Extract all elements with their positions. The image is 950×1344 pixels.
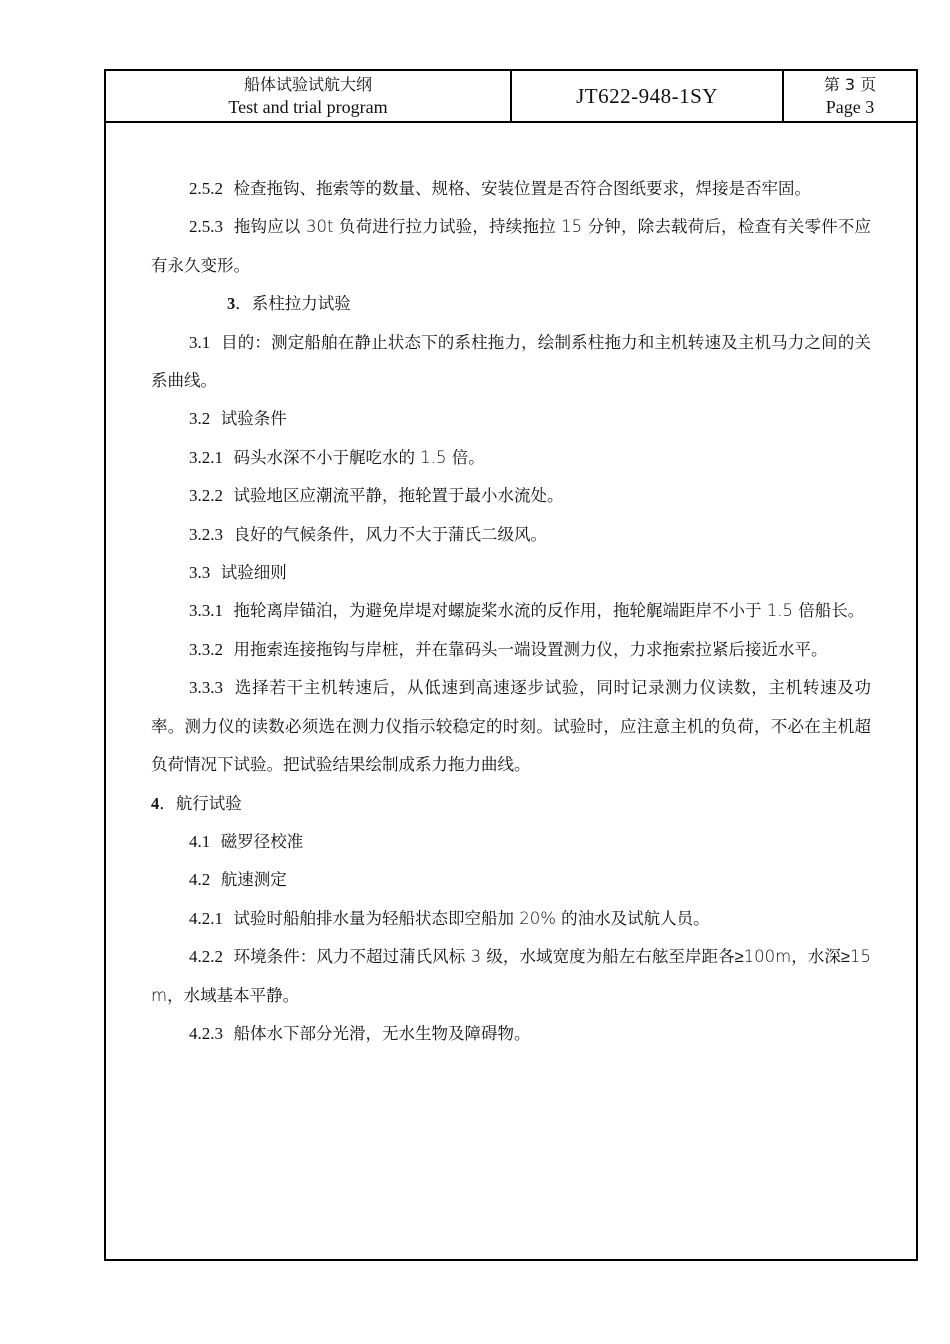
paragraph-text: 船体水下部分光滑，无水生物及障碍物。 [233,1023,531,1043]
paragraph-text: 拖轮离岸锚泊，为避免岸堤对螺旋桨水流的反作用，拖轮艉端距岸不小于 1.5 倍船长。 [233,601,865,621]
section-number: 3.3.1 [189,601,223,621]
paragraph-text: 环境条件：风力不超过蒲氏风标 3 级，水域宽度为船左右舷至岸距各≥100m，水深≥15m，水域基本平静。 [151,947,871,1005]
paragraph-3-2-3 [151,516,871,554]
paragraph-4-2-3 [151,1015,871,1053]
section-number: 3.2.3 [189,524,223,544]
section-number: 4.2.1 [189,908,223,928]
paragraph-text: 航速测定 [220,870,287,890]
header-code-cell [512,71,784,121]
paragraph-text: 试验时船舶排水量为轻船状态即空船加 20% 的油水及试航人员。 [233,908,710,928]
header-title-cn: 船体试验试航大纲 [243,75,372,94]
paragraph-text: 试验细则 [220,563,287,583]
paragraph-text: 码头水深不小于艉吃水的 1.5 倍。 [233,447,485,467]
section-number: 2.5.3 [189,217,223,237]
document-code: JT622-948-1SY [576,83,718,108]
paragraph-3-3-1 [151,592,871,630]
paragraph-3-3 [151,554,871,592]
paragraph-4-1 [151,823,871,861]
paragraph-2-5-3 [151,208,871,285]
section-number: 3.2 [189,409,211,429]
heading-text: ．航行试验 [159,793,242,813]
paragraph-text: 目的：测定船舶在静止状态下的系柱拖力，绘制系柱拖力和主机转速及主机马力之间的关系曲线。 [151,332,871,391]
paragraph-4-2-2 [151,938,871,1015]
paragraph-text: 用拖索连接拖钩与岸桩，并在靠码头一端设置测力仪，力求拖索拉紧后接近水平。 [233,639,828,659]
section-number: 2.5.2 [189,179,223,198]
paragraph-3-3-3 [151,669,871,784]
section-number: 4.2.3 [189,1023,223,1043]
document-body [151,170,871,1053]
section-number: 3.3 [189,563,211,583]
section-number: 3.2.2 [189,486,223,506]
section-number: 3.3.2 [189,639,223,659]
paragraph-3-3-2 [151,631,871,669]
section-number: 4.2 [189,870,211,890]
header-page-cell [784,71,916,121]
paragraph-text: 检查拖钩、拖索等的数量、规格、安装位置是否符合图纸要求，焊接是否牢固。 [233,179,811,198]
paragraph-3-1 [151,324,871,401]
paragraph-4-2 [151,861,871,899]
header-title-cell [106,71,512,121]
paragraph-text: 试验地区应潮流平静，拖轮置于最小水流处。 [233,486,564,506]
paragraph-text: 选择若干主机转速后，从低速到高速逐步试验，同时记录测力仪读数，主机转速及功率。测力仪的读数必须选在测力仪指示较稳定的时刻。试验时，应注意主机的负荷，不必在主机超负荷情况下试验。把试验结果绘制成系力拖力曲线。 [151,678,872,775]
paragraph-2-5-2 [151,170,871,208]
paragraph-text: 良好的气候条件，风力不大于蒲氏二级风。 [233,524,547,544]
section-number: 3.3.3 [189,678,223,698]
heading-number: 3 [227,294,236,314]
page-number-en: Page 3 [825,97,875,117]
heading-4 [151,785,871,823]
paragraph-text: 磁罗径校准 [220,831,304,851]
section-number: 4.1 [189,831,211,851]
section-number: 3.2.1 [189,447,223,467]
paragraph-text: 拖钩应以 30t 负荷进行拉力试验，持续拖拉 15 分钟，除去载荷后，检查有关零件不应有永久变形。 [151,217,871,275]
document-header [106,71,916,123]
heading-number: 4 [151,793,160,813]
page-number-cn: 第 3 页 [823,75,877,94]
paragraph-3-2-2 [151,477,871,515]
heading-3 [151,285,871,323]
section-number: 4.2.2 [189,947,223,967]
section-number: 3.1 [189,332,211,352]
paragraph-3-2 [151,400,871,438]
header-title-en: Test and trial program [228,97,388,117]
paragraph-text: 试验条件 [220,409,287,429]
paragraph-4-2-1 [151,900,871,938]
paragraph-3-2-1 [151,439,871,477]
heading-text: ．系柱拉力试验 [235,294,351,314]
